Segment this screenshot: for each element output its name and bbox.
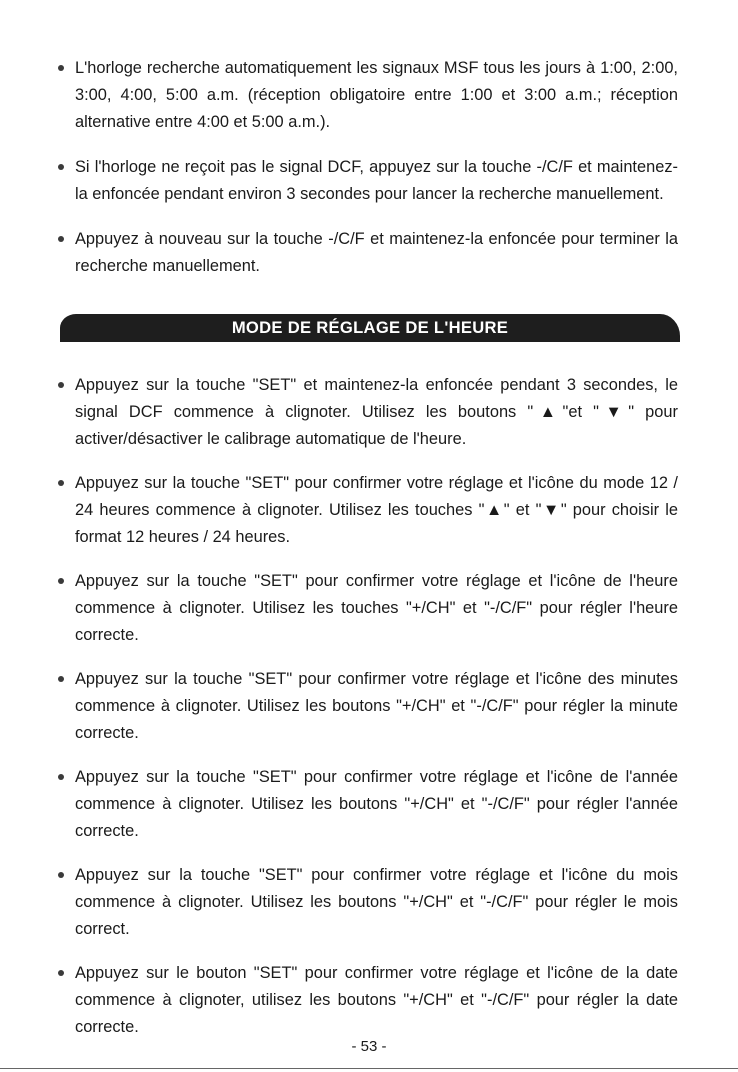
bullet-item — [58, 154, 678, 208]
bullet-text: Appuyez sur le bouton "SET" pour confirmer votre réglage et l'icône de la date commence à clignoter, utilisez les boutons "+/CH" et "-/C/F" pour régler la date correcte. — [75, 964, 678, 1036]
bullet-text: Si l'horloge ne reçoit pas le signal DCF, appuyez sur la touche -/C/F et maintenez-la enfoncée pendant environ 3 secondes pour lancer la recherche manuellement. — [75, 158, 678, 203]
bullet-item — [58, 372, 678, 453]
bullet-text: Appuyez sur la touche "SET" pour confirmer votre réglage et l'icône de l'année commence à clignoter. Utilisez les boutons "+/CH" et "-/C/F" pour régler l'année correcte. — [75, 768, 678, 840]
bullet-dot-icon — [58, 164, 64, 170]
bullet-dot-icon — [58, 774, 64, 780]
bullet-dot-icon — [58, 578, 64, 584]
bullet-text: Appuyez à nouveau sur la touche -/C/F et maintenez-la enfoncée pour terminer la recherche manuellement. — [75, 230, 678, 275]
bullet-text: Appuyez sur la touche "SET" et maintenez-la enfoncée pendant 3 secondes, le signal DCF commence à clignoter. Utilisez les boutons "▲"et "▼" pour activer/désactiver le calibrage automatique de l'heure. — [75, 376, 678, 448]
bullet-text: L'horloge recherche automatiquement les signaux MSF tous les jours à 1:00, 2:00, 3:00, 4:00, 5:00 a.m. (réception obligatoire entre 1:00 et 3:00 a.m.; réception alternative entre 4:00 et 5:00 a.m.). — [75, 59, 678, 131]
bullet-dot-icon — [58, 480, 64, 486]
bullet-text: Appuyez sur la touche "SET" pour confirmer votre réglage et l'icône du mois commence à clignoter. Utilisez les boutons "+/CH" et "-/C/F" pour régler le mois correct. — [75, 866, 678, 938]
bullet-dot-icon — [58, 65, 64, 71]
setting-bullet-list — [58, 372, 678, 1058]
intro-bullet-list — [58, 55, 678, 298]
bullet-item — [58, 764, 678, 845]
bullet-item — [58, 666, 678, 747]
bullet-item — [58, 960, 678, 1041]
bullet-text: Appuyez sur la touche "SET" pour confirmer votre réglage et l'icône des minutes commence à clignoter. Utilisez les boutons "+/CH" et "-/C/F" pour régler la minute correcte. — [75, 670, 678, 742]
bullet-dot-icon — [58, 676, 64, 682]
bullet-dot-icon — [58, 970, 64, 976]
page-number: - 53 - — [351, 1038, 387, 1055]
bullet-dot-icon — [58, 236, 64, 242]
bullet-dot-icon — [58, 382, 64, 388]
bullet-item — [58, 55, 678, 136]
section-title: MODE DE RÉGLAGE DE L'HEURE — [231, 318, 509, 337]
bullet-text: Appuyez sur la touche "SET" pour confirmer votre réglage et l'icône de l'heure commence à clignoter. Utilisez les touches "+/CH" et "-/C/F" pour régler l'heure correcte. — [75, 572, 678, 644]
bullet-text: Appuyez sur la touche "SET" pour confirmer votre réglage et l'icône du mode 12 / 24 heures commence à clignoter. Utilisez les touches "▲" et "▼" pour choisir le format 12 heures / 24 heures. — [75, 474, 678, 546]
bullet-item — [58, 568, 678, 649]
bullet-dot-icon — [58, 872, 64, 878]
bottom-divider — [0, 1068, 738, 1069]
bullet-item — [58, 226, 678, 280]
bullet-item — [58, 470, 678, 551]
bullet-item — [58, 862, 678, 943]
section-header-banner — [60, 314, 680, 342]
